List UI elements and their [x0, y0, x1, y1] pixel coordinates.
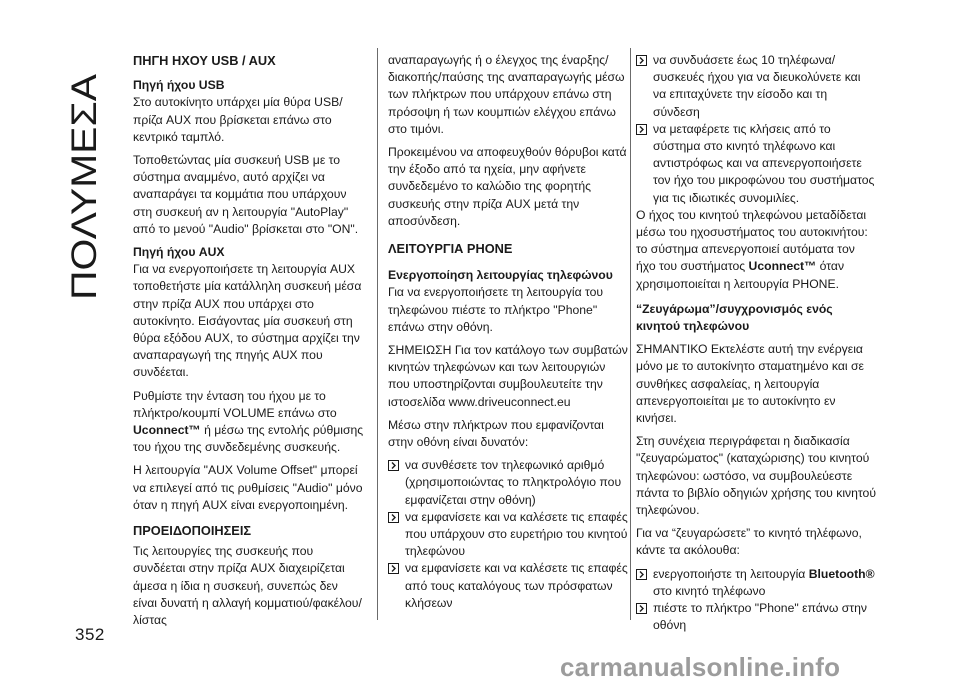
column-2: [388, 52, 628, 612]
column-1: [133, 52, 365, 635]
list-item-text: να συνθέσετε τον τηλεφωνικό αριθμό (χρησιμοποιώντας το πληκτρολόγιο που εμφανίζεται στην οθόνη): [405, 458, 622, 507]
column-divider: [630, 48, 631, 620]
chevron-right-box-icon: [636, 55, 647, 66]
list-item: [388, 457, 628, 509]
subheading: Πηγή ήχου AUX: [133, 245, 225, 260]
chevron-right-box-icon: [636, 124, 647, 135]
paragraph: Στο αυτοκίνητο υπάρχει μία θύρα USB/πρίζα AUX που βρίσκεται επάνω στο κεντρικό ταμπλό.: [133, 95, 343, 144]
subheading: “Ζευγάρωμα”/συγχρονισμός ενός κινητού τηλεφώνου: [636, 301, 833, 334]
list-item: [388, 509, 628, 561]
list-item-text: ενεργοποιήστε τη λειτουργία: [653, 566, 806, 581]
list-item-text: να εμφανίσετε και να καλέσετε τις επαφές που υπάρχουν στο ευρετήριο του κινητού τηλεφώνου: [405, 509, 628, 559]
text-run: Ρυθμίστε την ένταση του ήχου με το πλήκτρο/κουμπί VOLUME επάνω στο: [133, 388, 337, 420]
brand-name: Bluetooth®: [808, 566, 875, 581]
subheading: Πηγή ήχου USB: [133, 78, 225, 93]
list-item-text: να συνδυάσετε έως 10 τηλέφωνα/συσκευές ήχου για να διευκολύνετε και να επιταχύνετε την είσοδο και τη σύνδεση: [653, 53, 861, 119]
brand-name: Uconnect™: [133, 423, 201, 438]
section-heading: ΠΗΓΗ ΗΧΟΥ USB / AUX: [133, 53, 276, 68]
watermark: carmanualsonline.info: [560, 652, 841, 682]
paragraph: [636, 207, 876, 293]
paragraph: Για να ενεργοποιήσετε τη λειτουργία του τηλεφώνου πιέστε το πλήκτρο "Phone" επάνω στην οθόνη.: [388, 285, 604, 334]
paragraph: Τις λειτουργίες της συσκευής που συνδέεται στην πρίζα AUX διαχειρίζεται άμεσα η ίδια η συσκευή, συνεπώς δεν είναι δυνατή η αλλαγή κομματιού/φακέλου/λίστας: [133, 544, 362, 628]
paragraph: [133, 388, 365, 457]
section-heading: ΛΕΙΤΟΥΡΓΙΑ PHONE: [388, 241, 513, 257]
section-title-text: ΠΟΛΥΜΕΣΑ: [65, 106, 104, 300]
chevron-right-box-icon: [388, 563, 399, 574]
list-item: [636, 600, 876, 634]
column-divider: [377, 48, 378, 620]
paragraph: Η λειτουργία "AUX Volume Offset" μπορεί να επιλεγεί από τις ρυθμίσεις "Audio" μόνο όταν η πηγή AUX είναι ενεργοποιημένη.: [133, 463, 363, 512]
list-item: [388, 560, 628, 612]
chevron-right-box-icon: [388, 460, 399, 471]
list-item-text: στο κινητό τηλέφωνο: [653, 583, 766, 598]
section-heading: ΠΡΟΕΙΔΟΠΟΙΗΣΕΙΣ: [133, 523, 252, 539]
text-run: ή μέσω της εντολής ρύθμισης του ήχου της συνδεδεμένης συσκευής.: [133, 423, 364, 455]
list-item-text: πιέστε το πλήκτρο "Phone" επάνω στην οθόνη: [653, 601, 867, 633]
chevron-right-box-icon: [636, 569, 647, 580]
paragraph: Προκειμένου να αποφευχθούν θόρυβοι κατά την έξοδο από τα ηχεία, μην αφήνετε συνδεδεμένο το καλώδιο της φορητής συσκευής στην πρίζα AUX μετά την αποσύνδεση.: [388, 145, 627, 228]
paragraph: Τοποθετώντας μία συσκευή USB με το σύστημα αναμμένο, αυτό αρχίζει να αναπαράγει τα κομμάτια που υπάρχουν στη συσκευή αν η λειτουργία "AutoPlay" από το μενού "Audio" βρίσκεται στο "ON".: [133, 153, 359, 236]
page-number: 352: [75, 625, 105, 644]
brand-name: Uconnect™: [748, 259, 817, 274]
paragraph: ΣΗΜΑΝΤΙΚΟ Εκτελέστε αυτή την ενέργεια μόνο με το αυτοκίνητο σταματημένο και σε συνθήκες ασφαλείας, η λειτουργία απενεργοποιείται με το αυτοκίνητο εν κινήσει.: [636, 342, 864, 426]
text-run: Ο ήχος του κινητού τηλεφώνου μεταδίδεται μέσω του ηχοσυστήματος του αυτοκινήτου: το σύστημα απενεργοποιεί αυτόματα τον ήχο του συστήματος: [636, 207, 868, 274]
paragraph: Μέσω στην πλήκτρων που εμφανίζονται στην οθόνη είναι δυνατόν:: [388, 417, 604, 450]
paragraph: Στη συνέχεια περιγράφεται η διαδικασία "ζευγαρώματος" (καταχώρισης) του κινητού τηλεφώνου: ωστόσο, να συμβουλεύεστε πάντα το βιβλίο οδηγιών χρήσης του κινητού τηλεφώνου.: [636, 434, 876, 518]
paragraph: Για να “ζευγαρώσετε” το κινητό τηλέφωνο, κάντε τα ακόλουθα:: [636, 526, 862, 558]
column-3: [636, 52, 876, 635]
subheading: Ενεργοποίηση λειτουργίας τηλεφώνου: [388, 268, 613, 283]
paragraph: Για να ενεργοποιήσετε τη λειτουργία AUX τοποθετήστε μία κατάλληλη συσκευή μέσα στην πρίζα AUX που υπάρχει στο αυτοκίνητο. Εισάγοντας μία συσκευή στη θύρα εξόδου AUX, το σύστημα αρχίζει την αναπαραγωγή της πηγής AUX που συνδέεται.: [133, 262, 362, 380]
text-run: όταν χρησιμοποιείται η λειτουργία PHONE.: [636, 259, 845, 291]
paragraph: ΣΗΜΕΙΩΣΗ Για τον κατάλογο των συμβατών κινητών τηλεφώνων και των λειτουργιών που υποστηρίζονται συμβουλευτείτε την ιστοσελίδα www.driveuconnect.eu: [388, 343, 628, 409]
list-item-text: να μεταφέρετε τις κλήσεις από το σύστημα στο κινητό τηλέφωνο και αντιστρόφως και να απενεργοποιήσετε τον ήχο του μικροφώνου του συστήματος για τις ιδιωτικές συνομιλίες.: [653, 121, 875, 205]
section-title-vertical: [22, 48, 106, 318]
list-item-text: να εμφανίσετε και να καλέσετε τις επαφές από τους καταλόγους των πρόσφατων κλήσεων: [405, 561, 628, 610]
list-item: [636, 121, 876, 207]
chevron-right-box-icon: [388, 512, 399, 523]
paragraph: αναπαραγωγής ή ο έλεγχος της έναρξης/διακοπής/παύσης της αναπαραγωγής μέσω των πλήκτρων που υπάρχουν επάνω στη πρόσοψη ή των κουμπιών ελέγχου επάνω στο τιμόνι.: [388, 53, 625, 136]
chevron-right-box-icon: [636, 603, 647, 614]
list-item: [636, 52, 876, 121]
list-item: [636, 566, 876, 600]
